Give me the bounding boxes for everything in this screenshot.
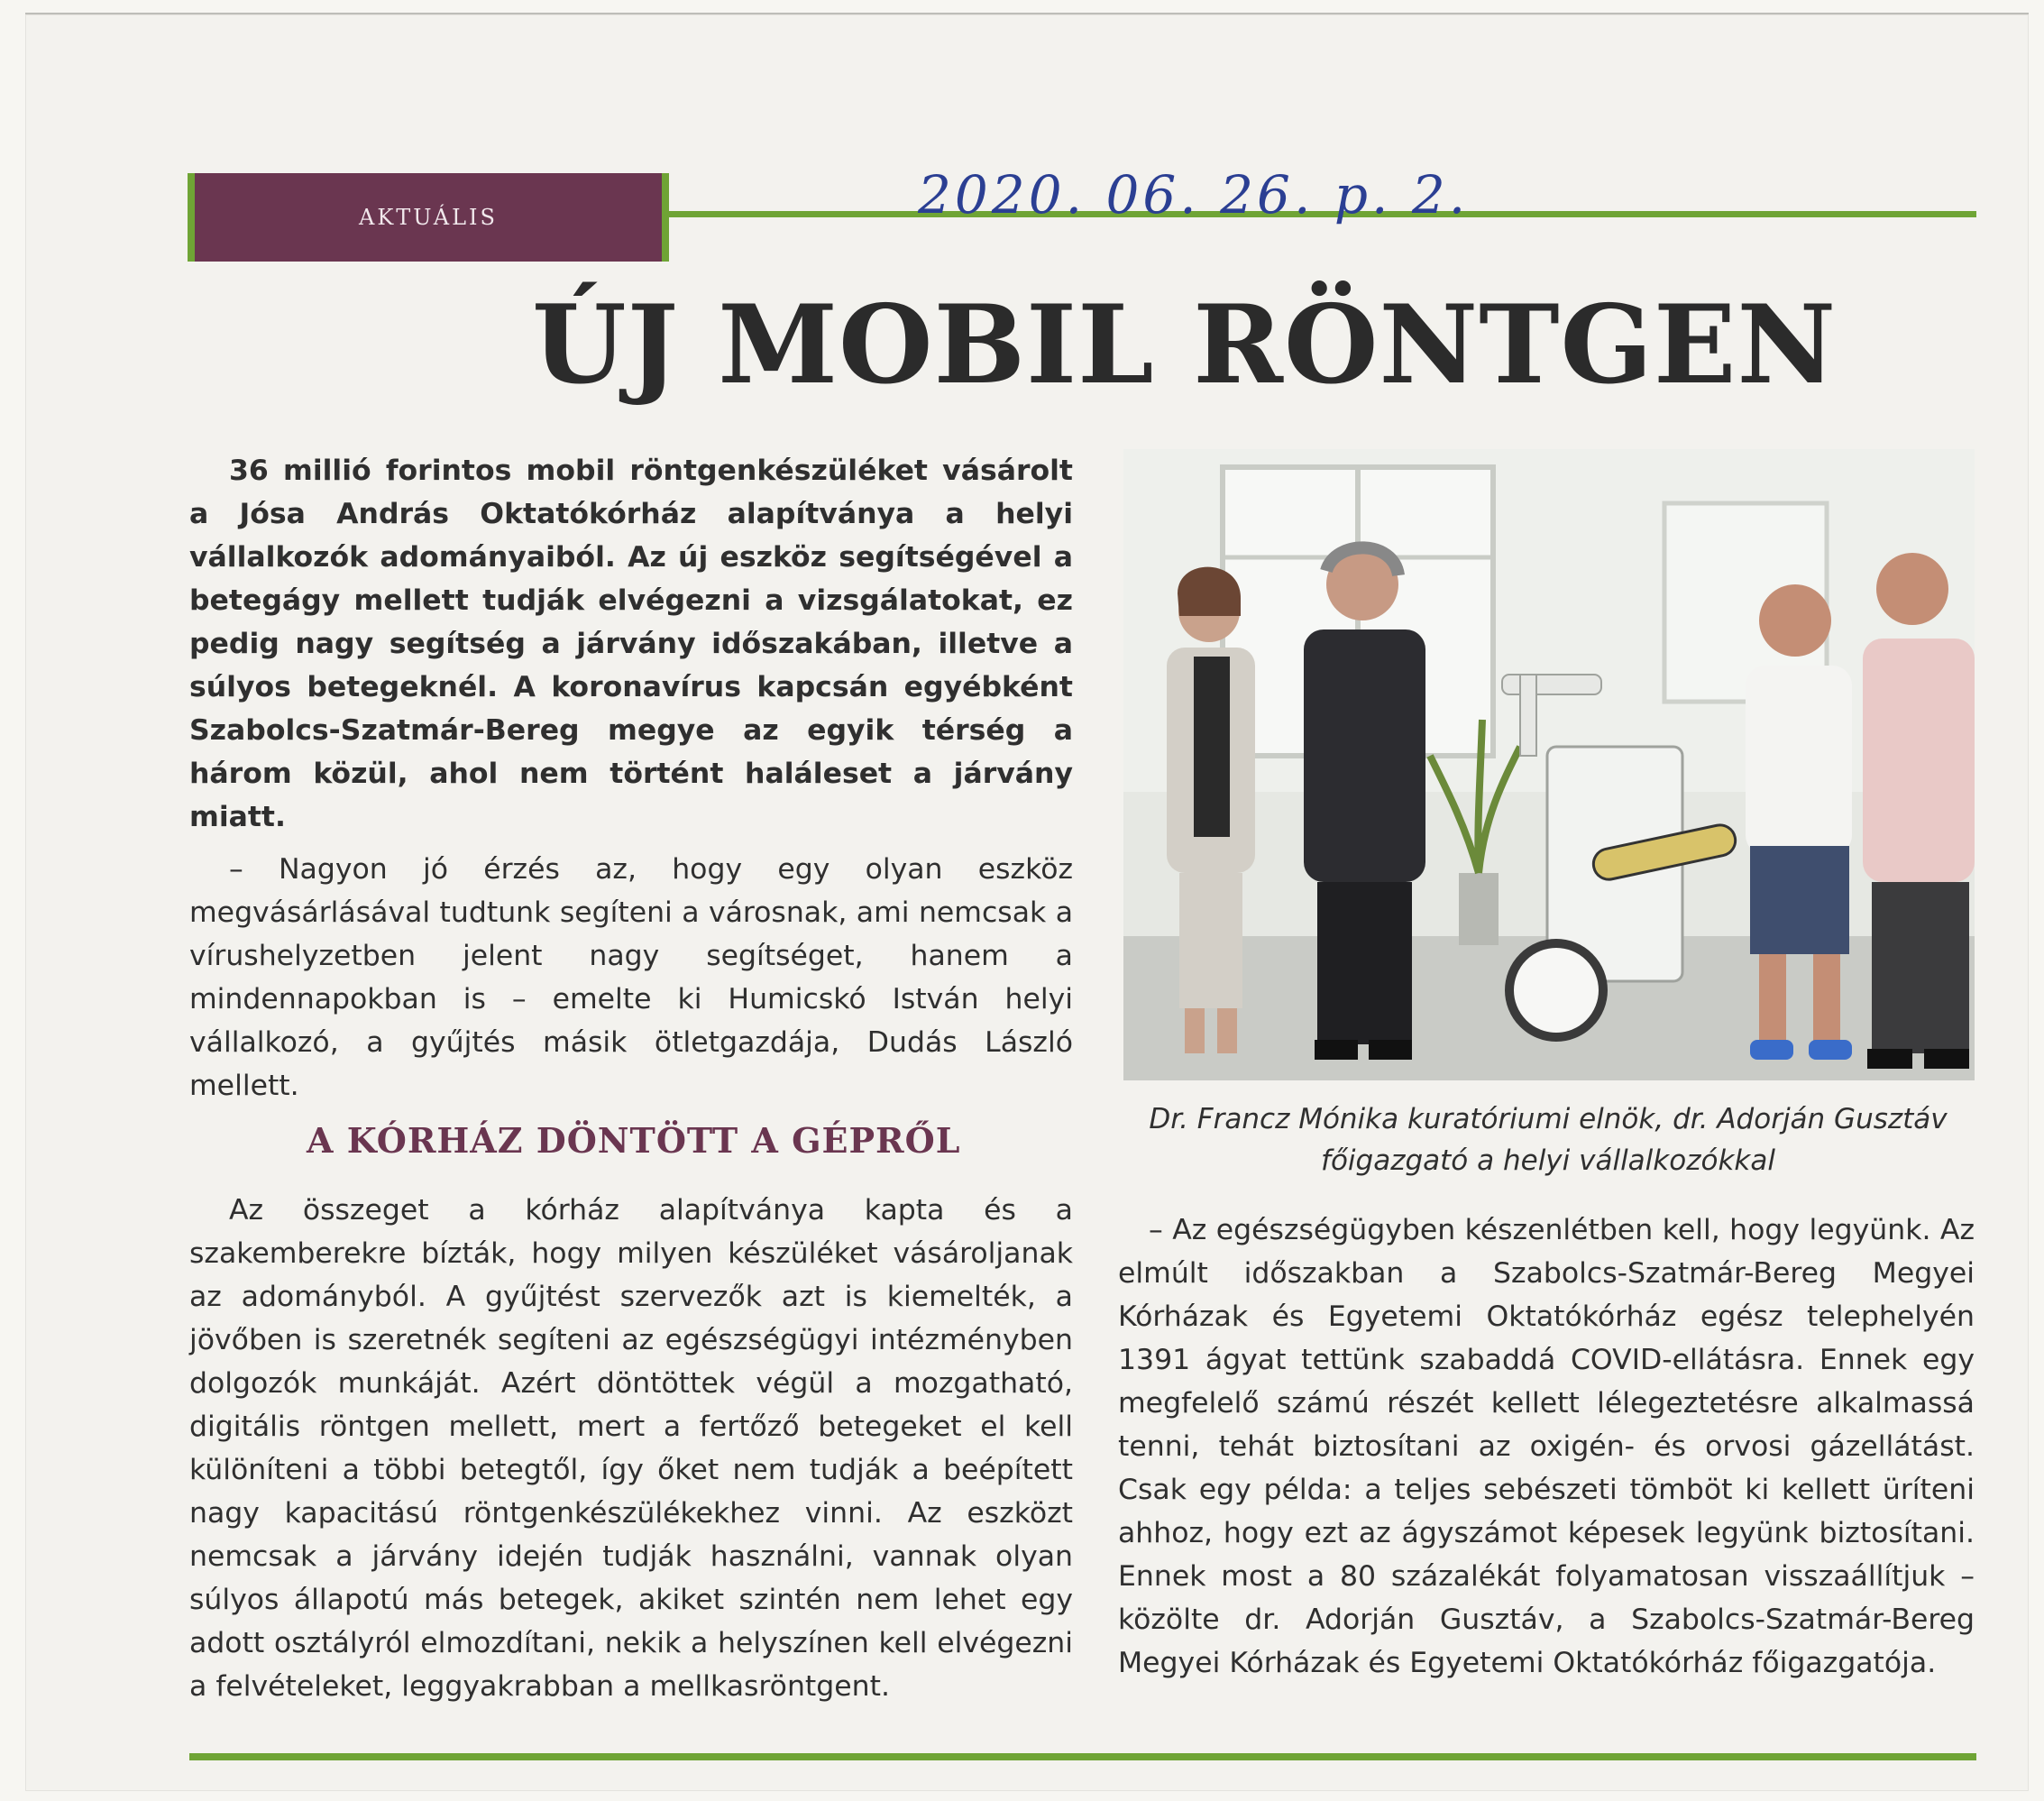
- handwritten-date-note: 2020. 06. 26. p. 2.: [918, 164, 1470, 225]
- section-label-bar: [188, 173, 669, 262]
- article-photo: [1123, 449, 1975, 1080]
- quote-paragraph: – Nagyon jó érzés az, hogy egy olyan eszköz megvásárlásával tudtunk segíteni a városnak, ami nemcsak a vírushelyzetben jelent nagy segítséget, hanem a mindennapokban is – emelte ki Humicskó István helyi vállalkozó, a gyűjtés másik ötletgazdája, Dudás László mellett.: [189, 853, 1073, 1102]
- section-label: AKTUÁLIS: [359, 205, 498, 230]
- subheading: A KÓRHÁZ DÖNTÖTT A GÉPRŐL: [307, 1120, 961, 1161]
- body-paragraph-left: Az összeget a kórház alapítványa kapta és a szakemberekre bízták, hogy milyen készüléket vásároljanak az adományból. A gyűjtést szervezők azt is kiemelték, a jövőben is szeretnék segíteni az egészségügyi intézményben dolgozók munkáját. Azért döntöttek végül a mozgatható, digitális röntgen mellett, mert a fertőző betegeket el kell különíteni a többi betegtől, így őket nem tudják a beépített nagy kapacitású röntgenkészülékekhez vinni. Az eszközt nemcsak a járvány idején tudják használni, vannak olyan súlyos állapotú más betegek, akiket szintén nem lehet egy adott osztályról elmozdítani, nekik a helyszínen kell elvégezni a felvételeket, leggyakrabban a mellkasröntgent.: [189, 1194, 1073, 1703]
- lead-paragraph: 36 millió forintos mobil röntgenkészüléket vásárolt a Jósa András Oktatókórház alapítványa a helyi vállalkozók adományaiból. Az új eszköz segítségével a betegágy mellett tudják elvégezni a vizsgálatokat, ez pedig nagy segítség a járvány időszakában, illetve a súlyos betegeknél. A koronavírus kapcsán egyébként Szabolcs-Szatmár-Bereg megye az egyik térség a három közül, ahol nem történt haláleset a járvány miatt.: [189, 455, 1073, 833]
- photo-caption: Dr. Francz Mónika kuratóriumi elnök, dr. Adorján Gusztáv főigazgató a helyi vállalkozókkal: [1149, 1103, 1948, 1177]
- body-paragraph-right: – Az egészségügyben készenlétben kell, hogy legyünk. Az elmúlt időszakban a Szabolcs-Szatmár-Bereg Megyei Kórházak és Egyetemi Oktatókórház egész telephelyén 1391 ágyat tettünk szabaddá COVID-ellátásra. Ennek egy megfelelő számú részét kellett lélegeztetésre alkalmassá tenni, tehát biztosítani az oxigén- és orvosi gázellátást. Csak egy példa: a teljes sebészeti tömböt ki kellett üríteni ahhoz, hogy ezt az ágyszámot képesek legyünk biztosítani. Ennek most a 80 százalékát folyamatosan visszaállítjuk – közölte dr. Adorján Gusztáv, a Szabolcs-Szatmár-Bereg Megyei Kórházak és Egyetemi Oktatókórház főigazgatója.: [1118, 1214, 1975, 1679]
- headline: ÚJ MOBIL RÖNTGEN: [532, 281, 1838, 409]
- photo-illustration: [1123, 449, 1975, 1080]
- bottom-rule: [189, 1753, 1976, 1760]
